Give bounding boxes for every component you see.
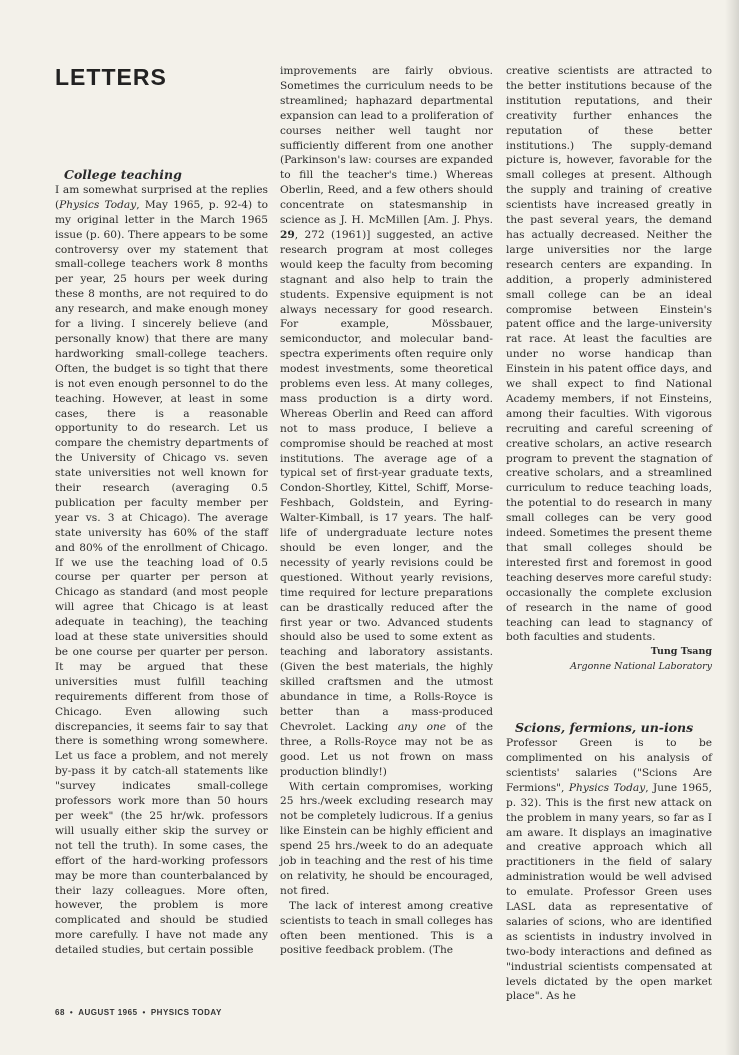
issue-date: AUGUST 1965 — [78, 1008, 138, 1017]
letter-paragraph: I am somewhat surprised at the replies (Physics Today, May 1965, p. 92-4) to my original letter in the March 1965 issue (p. 60). There appears to be some controversy over my statement that small-college teachers work 8 months per year, 25 hours per week during these 8 months, are not required to do any research, and make enough money for a living. I sincerely believe (and personally know) that there are many hardworking small-college teachers. Often, the budget is so tight that there is not even enough personnel to do the teaching. However, at least in some cases, there is a reasonable opportunity to do research. Let us compare the chemistry departments of the University of Chicago vs. seven state universities not well known for their research (averaging 0.5 publication per faculty member per year vs. 3 at Chicago). The average state university has 60% of the staff and 80% of the enrollment of Chicago. If we use the teaching load of 0.5 course per quarter per person at Chicago as standard (and most people will agree that Chicago is at least adequate in teaching), the teaching load at these state universities should be one course per quarter per person. It may be argued that these universities must fulfill teaching requirements different from those of Chicago. Even allowing such discrepancies, it seems fair to say that there is something wrong somewhere. Let us face a problem, and not merely by-pass it by catch-all statements like "survey indicates small-college professors work more than 50 hours per week" (the 25 hr/wk. professors will usually either skip the survey or not tell the truth). In some cases, the effort of the hard-working professors may be more than counterbalanced by their lazy colleagues. More often, however, the problem is more complicated and should be studied more carefully. I have not made any detailed studies, but certain possible — [55, 183, 268, 957]
page-edge-shadow — [725, 0, 739, 1055]
page-footer: 68 • AUGUST 1965 • PHYSICS TODAY — [55, 1008, 222, 1017]
column-3 — [506, 64, 712, 1004]
column-2 — [280, 64, 493, 958]
letter-paragraph: With certain compromises, working 25 hrs./week excluding research may not be completely ludicrous. If a genius like Einstein can be highly efficient and spend 25 hrs./week to do an adequate job in teaching and the rest of his time on relativity, he should be encouraged, not fired. — [280, 780, 493, 897]
page-title: LETTERS — [55, 64, 167, 90]
column-1 — [55, 168, 268, 958]
page-number: 68 — [55, 1008, 65, 1017]
signature-affiliation: Argonne National Laboratory — [570, 661, 712, 673]
letter-paragraph-cont: improvements are fairly obvious. Sometimes the curriculum needs to be streamlined; haphazard departmental expansion can lead to a proliferation of courses neither well taught nor sufficiently different from one another (Parkinson's law: courses are expanded to fill the teacher's time.) Whereas Oberlin, Reed, and a few others should concentrate on statesmanship in science as J. H. McMillen [Am. J. Phys. 29, 272 (1961)] suggested, an active research program at most colleges would keep the faculty from becoming stagnant and also help to train the students. Expensive equipment is not always necessary for good research. For example, Mössbauer, semiconductor, and molecular band-spectra experiments often require only modest investments, some theoretical problems even less. At many colleges, mass production is a dirty word. Whereas Oberlin and Reed can afford not to mass produce, I believe a compromise should be reached at most institutions. The average age of a typical set of first-year graduate texts, Condon-Shortley, Kittel, Schiff, Morse-Feshbach, Goldstein, and Eyring-Walter-Kimball, is 17 years. The half-life of undergraduate lecture notes should be even longer, and the necessity of yearly revisions could be questioned. Without yearly revisions, time required for lecture preparations can be drastically reduced after the first year or two. Advanced students should also be used to some extent as teaching and laboratory assistants. (Given the best materials, the highly skilled craftsmen and the utmost abundance in time, a Rolls-Royce is better than a mass-produced Chevrolet. Lacking any one of the three, a Rolls-Royce may not be as good. Let us not frown on mass production blindly!) — [280, 65, 493, 778]
journal-name: PHYSICS TODAY — [150, 1008, 222, 1017]
letter-heading-scions: Scions, fermions, un-ions — [515, 720, 694, 736]
letter-paragraph-cont: creative scientists are attracted to the better institutions because of the institution reputations, and their creativity further enhances the reputation of these better institutions.) The supply-demand picture is, however, favorable for the small colleges at present. Although the supply and training of creative scientists have increased greatly in the past several years, the demand has actually decreased. Neither the large universities nor the large research centers are expanding. In addition, a properly administered small college can be an ideal compromise between Einstein's patent office and the large-university rat race. At least the faculties are under no worse handicap than Einstein in his patent office days, and we shall expect to find National Academy members, if not Einsteins, among their faculties. With vigorous recruiting and careful screening of creative scholars, an active research program to prevent the stagnation of creative scholars, and a streamlined curriculum to reduce teaching loads, the potential to do research in many small colleges can be very good indeed. Sometimes the present theme that small colleges should be interested first and foremost in good teaching deserves more careful study: occasionally the complete exclusion of research in the name of good teaching can lead to stagnancy of both faculties and students. — [506, 65, 712, 644]
letter-paragraph: Professor Green is to be complimented on his analysis of scientists' salaries ("Scions Are Fermions", Physics Today, June 1965, p. 32). This is the first new attack on the problem in many years, so far as I am aware. It displays an imaginative and creative approach which all practitioners in the field of salary administration would be well advised to emulate. Professor Green uses LASL data as representative of salaries of scions, who are identified as scientists in industry involved in two-body interactions and defined as "industrial scientists compensated at levels dictated by the open market place". As he — [506, 737, 712, 1003]
signature-name: Tung Tsang — [650, 646, 712, 658]
letter-heading-college-teaching: College teaching — [64, 167, 182, 182]
letter-paragraph: The lack of interest among creative scientists to teach in small colleges has often been mentioned. This is a positive feedback problem. (The — [280, 899, 493, 957]
